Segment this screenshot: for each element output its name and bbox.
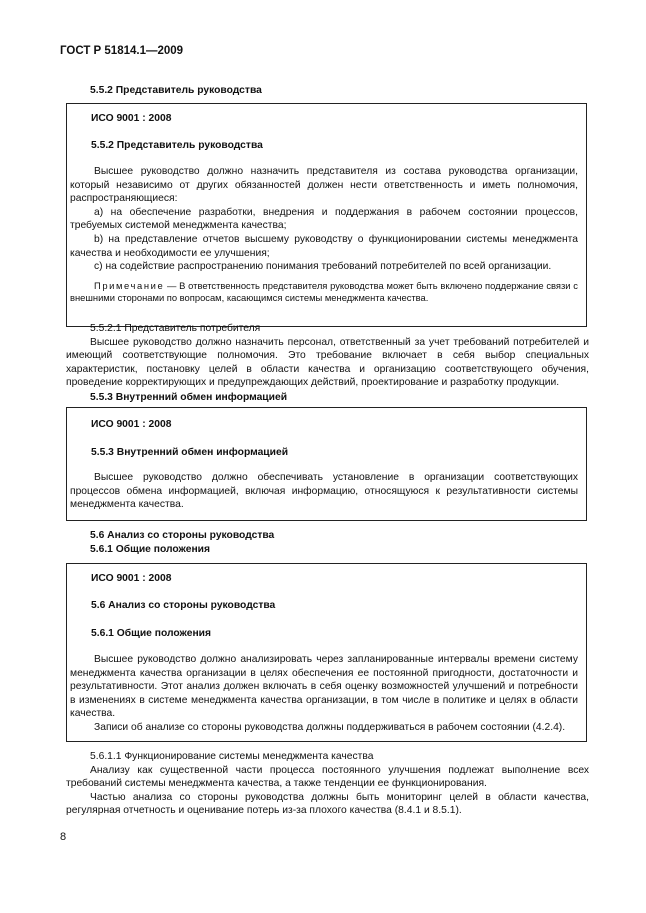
section-5-5-2-1 — [66, 322, 589, 390]
note-text: — В ответственность представителя руководства может быть включено поддержание связи с внешними сторонами по вопросам, касающимся системы менеджмента качества. — [70, 279, 578, 304]
box-body — [70, 653, 578, 735]
iso-label: ИСО 9001 : 2008 — [91, 419, 172, 430]
page-number: 8 — [60, 831, 67, 843]
box-item-b: b) на представление отчетов высшему руководству о функционировании системы менеджмента качества и необходимости ее улучшения; — [70, 233, 578, 259]
box-text: Высшее руководство должно обеспечивать установление в организации соответствующих процессов обмена информацией, включая информацию, относящуюся к результативности системы менеджмента качества. — [70, 472, 578, 511]
box-item-c: c) на содействие распространению понимания требований потребителей по всей организации. — [94, 261, 552, 273]
box-heading: 5.6 Анализ со стороны руководства — [91, 600, 276, 611]
section-text-5-6-1-1-a: Анализу как существенной части процесса постоянного улучшения подлежат выполнение всех требований системы менеджмента качества, а также тенденции ее функционирования. — [66, 764, 589, 790]
box-item-a: а) на обеспечение разработки, внедрения и поддержания в рабочем состоянии процессов, требуемых системой менеджмента качества; — [70, 206, 578, 232]
section-text-5-5-2-1: Высшее руководство должно назначить персонал, ответственный за учет требований потребителей и имеющий соответствующие полномочия. Это требование включает в себя выбор специальных характеристик, постановку целей в области качества и организацию соответствующего обучения, проведение корректирующих и предупреждающих действий, проектирование и разработку продукции. — [66, 336, 589, 389]
section-heading-5-5-2: 5.5.2 Представитель руководства — [90, 85, 262, 96]
iso-box-5-5-3 — [66, 407, 587, 521]
box-heading: 5.5.2 Представитель руководства — [91, 140, 263, 151]
section-heading-5-6-1-1: 5.6.1.1 Функционирование системы менеджмента качества — [90, 751, 374, 762]
section-text-5-6-1-1-b: Частью анализа со стороны руководства должны быть мониторинг целей в области качества, регулярная отчетность и оценивание потерь из-за плохого качества (8.4.1 и 8.5.1). — [66, 791, 589, 817]
section-heading-5-5-3: 5.5.3 Внутренний обмен информацией — [90, 392, 288, 403]
box-text-1: Высшее руководство должно анализировать через запланированные интервалы времени систему менеджмента качества организации в целях обеспечения ее постоянной пригодности, достаточности и результативности. Этот анализ должен включать в себя оценку возможностей улучшений и потребности в изменениях в системе менеджмента качества организации, в том числе в политике и целях в области качества. — [70, 654, 578, 720]
box-text-2: Записи об анализе со стороны руководства должны поддерживаться в рабочем состоянии (4.2.4). — [94, 721, 566, 733]
iso-box-5-5-2 — [66, 103, 587, 327]
iso-label: ИСО 9001 : 2008 — [91, 113, 172, 124]
box-heading: 5.5.3 Внутренний обмен информацией — [91, 447, 289, 458]
box-intro: Высшее руководство должно назначить представителя из состава руководства организации, который независимо от других обязанностей должен нести ответственность и иметь полномочия, распространяющиеся: — [70, 166, 578, 205]
iso-box-5-6 — [66, 563, 587, 742]
iso-label: ИСО 9001 : 2008 — [91, 573, 172, 584]
section-heading-5-5-2-1: 5.5.2.1 Представитель потребителя — [90, 323, 261, 334]
box-note — [70, 280, 578, 305]
box-body — [70, 165, 578, 305]
section-heading-5-6: 5.6 Анализ со стороны руководства — [90, 530, 275, 541]
box-sub-heading: 5.6.1 Общие положения — [91, 628, 211, 639]
section-5-6-1-1 — [66, 750, 589, 818]
section-heading-5-6-1: 5.6.1 Общие положения — [90, 544, 210, 555]
document-header: ГОСТ Р 51814.1—2009 — [60, 45, 184, 57]
box-body — [70, 471, 578, 512]
note-label: Примечание — [94, 279, 165, 291]
